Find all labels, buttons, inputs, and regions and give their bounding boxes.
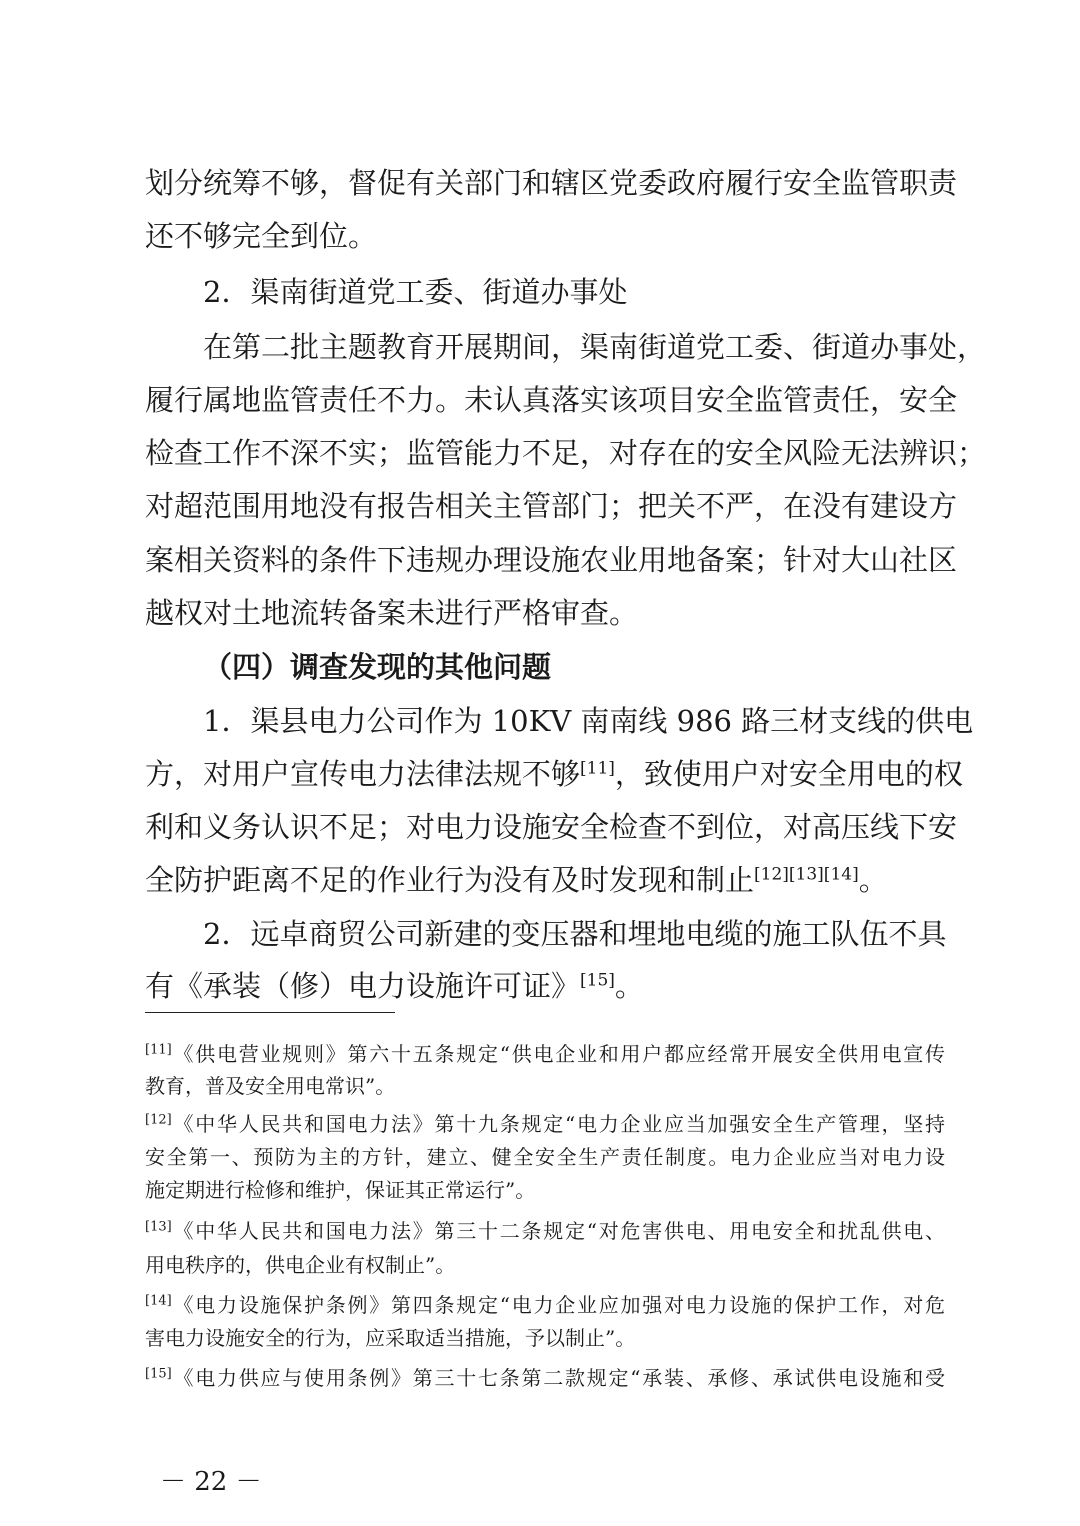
body-line: 对超范围用地没有报告相关主管部门；把关不严，在没有建设方	[145, 489, 958, 523]
footnote-text: 《中华人民共和国电力法》第三十二条规定“对危害供电、用电安全和扰乱供电、	[171, 1219, 945, 1243]
footnote-line	[145, 1217, 945, 1245]
body-line	[145, 754, 963, 794]
footnote-marker: [14]	[145, 1293, 172, 1309]
footnote-text: 《供电营业规则》第六十五条规定“供电企业和用户都应经常开展安全供用电宣传	[171, 1042, 945, 1066]
body-text: 有《承装（修）电力设施许可证》	[145, 969, 581, 1003]
footnote-reference: [12][13][14]	[754, 864, 859, 885]
footnote-text: 《电力设施保护条例》第四条规定“电力企业应加强对电力设施的保护工作，对危	[171, 1293, 945, 1317]
body-line: 案相关资料的条件下违规办理设施农业用地备案；针对大山社区	[145, 543, 958, 577]
body-line: 检查工作不深不实；监管能力不足，对存在的安全风险无法辨识；	[145, 436, 987, 470]
section-heading: （四）调查发现的其他问题	[203, 650, 552, 684]
body-line: 履行属地监管责任不力。未认真落实该项目安全监管责任，安全	[145, 383, 958, 417]
footnote-text: 《电力供应与使用条例》第三十七条第二款规定“承装、承修、承试供电设施和受	[171, 1366, 945, 1390]
body-text: 方，对用户宣传电力法律法规不够	[145, 757, 581, 791]
footnote-line: 用电秩序的，供电企业有权制止”。	[145, 1253, 456, 1277]
footnote-line: 害电力设施安全的行为，应采取适当措施，予以制止”。	[145, 1326, 636, 1350]
footnote-line	[145, 1110, 945, 1138]
footnote-marker: [15]	[145, 1366, 172, 1382]
body-line: 在第二批主题教育开展期间，渠南街道党工委、街道办事处，	[203, 330, 987, 364]
footnote-reference: [15]	[580, 970, 615, 991]
footnote-divider	[145, 1012, 395, 1013]
footnote-line	[145, 1364, 945, 1392]
footnote-marker: [12]	[145, 1112, 172, 1128]
footnote-line: 施定期进行检修和维护，保证其正常运行”。	[145, 1178, 536, 1202]
body-line: 1．渠县电力公司作为 10KV 南南线 986 路三材支线的供电	[203, 704, 974, 738]
body-line: 越权对土地流转备案未进行严格审查。	[145, 596, 639, 630]
footnote-text: 《中华人民共和国电力法》第十九条规定“电力企业应当加强安全生产管理，坚持	[171, 1112, 945, 1136]
footnote-marker: [13]	[145, 1219, 172, 1235]
body-line: 2．远卓商贸公司新建的变压器和埋地电缆的施工队伍不具	[203, 917, 947, 951]
body-line: 利和义务认识不足；对电力设施安全检查不到位，对高压线下安	[145, 810, 958, 844]
footnote-reference: [11]	[580, 758, 615, 779]
body-line	[145, 860, 945, 900]
footnote-line: 教育，普及安全用电常识”。	[145, 1074, 396, 1098]
body-line	[145, 966, 945, 1006]
body-text: 。	[858, 863, 888, 897]
section-subheading: 2．渠南街道党工委、街道办事处	[203, 275, 628, 309]
body-text: 。	[614, 969, 644, 1003]
footnote-marker: [11]	[145, 1042, 172, 1058]
footnote-line	[145, 1040, 945, 1068]
page-number: － 22 －	[160, 1467, 262, 1497]
body-text: ，致使用户对安全用电的权	[614, 757, 963, 791]
body-line: 划分统筹不够，督促有关部门和辖区党委政府履行安全监管职责	[145, 166, 958, 200]
footnote-line: 安全第一、预防为主的方针，建立、健全安全生产责任制度。电力企业应当对电力设	[145, 1145, 945, 1169]
footnote-line	[145, 1291, 945, 1319]
body-text: 全防护距离不足的作业行为没有及时发现和制止	[145, 863, 755, 897]
body-line: 还不够完全到位。	[145, 219, 378, 253]
